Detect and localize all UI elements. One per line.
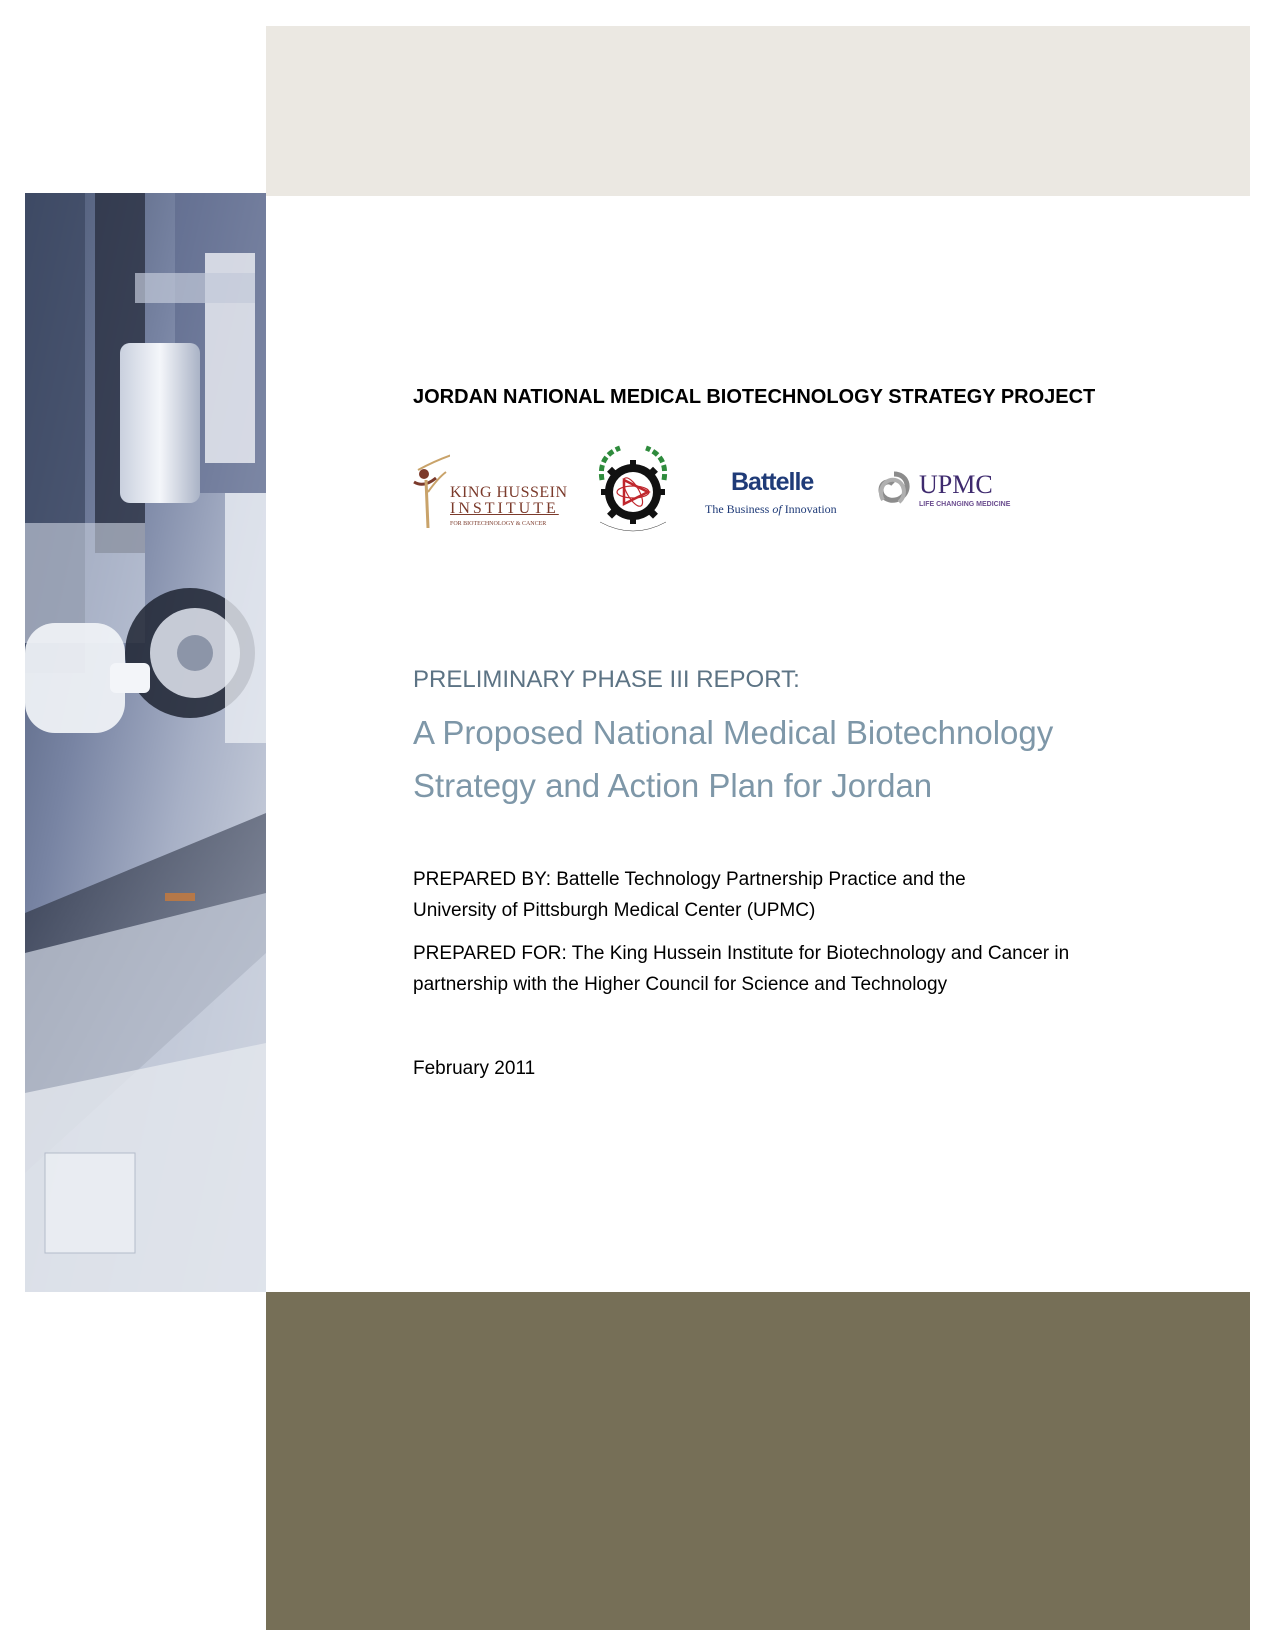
bottom-decorative-band (266, 1292, 1250, 1630)
higher-council-emblem-icon (590, 440, 676, 540)
king-hussein-institute-logo (410, 448, 570, 538)
upmc-name: UPMC (919, 470, 993, 499)
higher-council-logo (590, 440, 676, 540)
prepared-by-line-2: University of Pittsburgh Medical Center (UPMC) (413, 900, 816, 921)
report-phase-label: PRELIMINARY PHASE III REPORT: (413, 666, 800, 693)
khi-figure-icon (410, 448, 450, 538)
laboratory-photo (25, 193, 266, 1292)
prepared-for-line-2: partnership with the Higher Council for Science and Technology (413, 974, 948, 995)
prepared-by (413, 864, 1213, 926)
battelle-logo (705, 468, 855, 528)
upmc-knot-icon (873, 470, 915, 512)
report-date: February 2011 (413, 1058, 536, 1079)
project-title: JORDAN NATIONAL MEDICAL BIOTECHNOLOGY STRATEGY PROJECT (413, 386, 1096, 408)
report-title-line-1: A Proposed National Medical Biotechnology (413, 714, 1054, 751)
upmc-logo (873, 468, 1043, 528)
khi-line-1: KING HUSSEIN (450, 484, 568, 501)
report-title (413, 706, 1193, 812)
khi-line-2: INSTITUTE (450, 500, 559, 517)
prepared-for (413, 938, 1213, 1000)
battelle-tag-prefix: The Business (705, 502, 773, 516)
top-decorative-band (266, 26, 1250, 196)
prepared-for-line-1: PREPARED FOR: The King Hussein Institute for Biotechnology and Cancer in (413, 943, 1070, 964)
battelle-tag-suffix: Innovation (781, 502, 837, 516)
khi-line-3: FOR BIOTECHNOLOGY & CANCER (450, 521, 547, 527)
prepared-by-line-1: PREPARED BY: Battelle Technology Partnership Practice and the (413, 869, 966, 890)
battelle-tagline (705, 502, 837, 517)
upmc-tagline: LIFE CHANGING MEDICINE (919, 501, 1011, 508)
report-title-line-2: Strategy and Action Plan for Jordan (413, 767, 933, 804)
battelle-tag-italic: of (772, 502, 782, 516)
partner-logos (410, 440, 1050, 550)
battelle-name: Battelle (731, 468, 814, 496)
